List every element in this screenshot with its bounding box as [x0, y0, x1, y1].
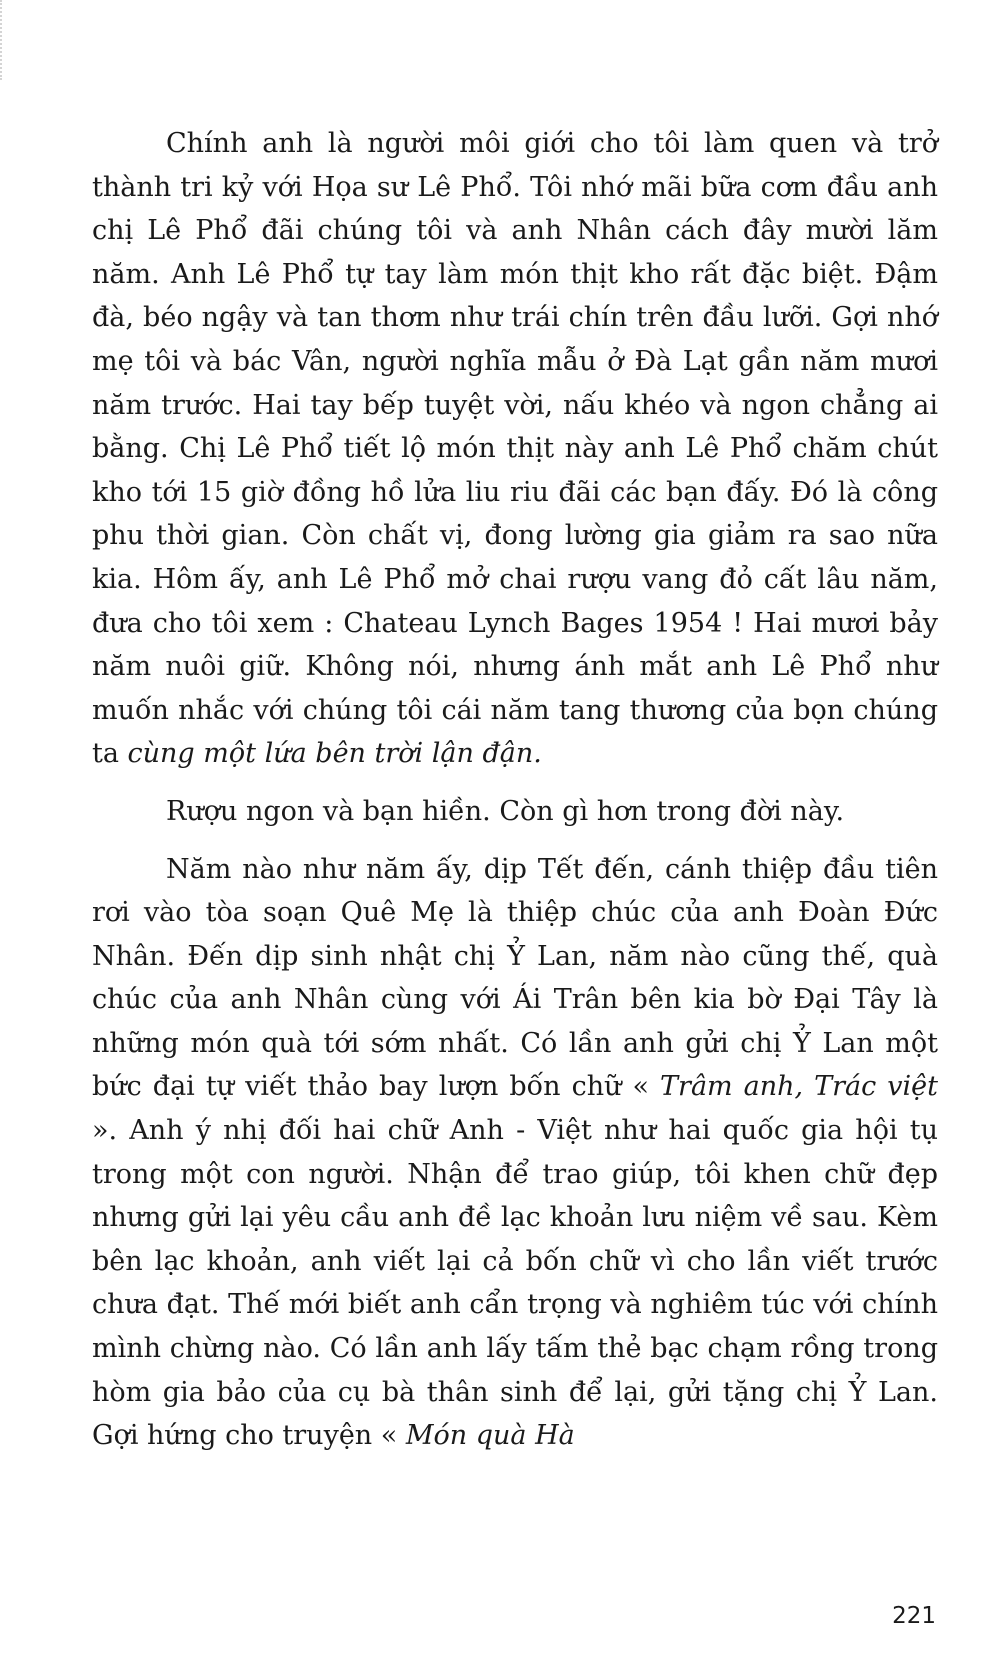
page-number: 221: [892, 1603, 936, 1629]
text-segment: Chính anh là người môi giới cho tôi làm quen và trở thành tri kỷ với Họa sư Lê Phổ. Tôi nhớ mãi bữa cơm đầu anh chị Lê Phổ đãi chúng tôi và anh Nhân cách đây mười lăm năm. Anh Lê Phổ tự tay làm món thịt kho rất đặc biệt. Đậm đà, béo ngậy và tan thơm như trái chín trên đầu lưỡi. Gợi nhớ mẹ tôi và bác Vân, người nghĩa mẫu ở Đà Lạt gần năm mươi năm trước. Hai tay bếp tuyệt vời, nấu khéo và ngon chẳng ai bằng. Chị Lê Phổ tiết lộ món thịt này anh Lê Phổ chăm chút kho tới 15 giờ đồng hồ lửa liu riu đãi các bạn đấy. Đó là công phu thời gian. Còn chất vị, đong lường gia giảm ra sao nữa kia. Hôm ấy, anh Lê Phổ mở chai rượu vang đỏ cất lâu năm, đưa cho tôi xem : Chateau Lynch Bages 1954 ! Hai mươi bảy năm nuôi giữ. Không nói, nhưng ánh mắt anh Lê Phổ như muốn nhắc với chúng tôi cái năm tang thương của bọn chúng ta: [92, 128, 938, 770]
scan-edge-artifact: [0, 0, 12, 80]
book-page-body: [92, 122, 938, 1458]
text-segment-italic: cùng một lứa bên trời lận đận.: [127, 738, 542, 770]
paragraph-new-year-cards: [92, 848, 938, 1458]
text-segment: Rượu ngon và bạn hiền. Còn gì hơn trong đời này.: [166, 795, 845, 827]
text-segment-italic: Trâm anh, Trác việt: [660, 1071, 938, 1103]
text-segment: Năm nào như năm ấy, dịp Tết đến, cánh thiệp đầu tiên rơi vào tòa soạn Quê Mẹ là thiệp chúc của anh Đoàn Đức Nhân. Đến dịp sinh nhật chị Ỷ Lan, năm nào cũng thế, quà chúc của anh Nhân cùng với Ái Trân bên kia bờ Đại Tây là những món quà tới sớm nhất. Có lần anh gửi chị Ỷ Lan một bức đại tự viết thảo bay lượn bốn chữ «: [92, 853, 938, 1103]
paragraph-le-pho-dinner: [92, 122, 938, 776]
text-segment: ». Anh ý nhị đối hai chữ Anh - Việt như hai quốc gia hội tụ trong một con người. Nhận để trao giúp, tôi khen chữ đẹp nhưng gửi lại yêu cầu anh đề lạc khoản lưu niệm về sau. Kèm bên lạc khoản, anh viết lại cả bốn chữ vì cho lần viết trước chưa đạt. Thế mới biết anh cẩn trọng và nghiêm túc với chính mình chừng nào. Có lần anh lấy tấm thẻ bạc chạm rồng trong hòm gia bảo của cụ bà thân sinh để lại, gửi tặng chị Ỷ Lan. Gợi hứng cho truyện «: [92, 1115, 938, 1452]
text-segment-italic: Món quà Hà: [405, 1420, 575, 1452]
paragraph-wine-and-friends: [92, 790, 938, 834]
